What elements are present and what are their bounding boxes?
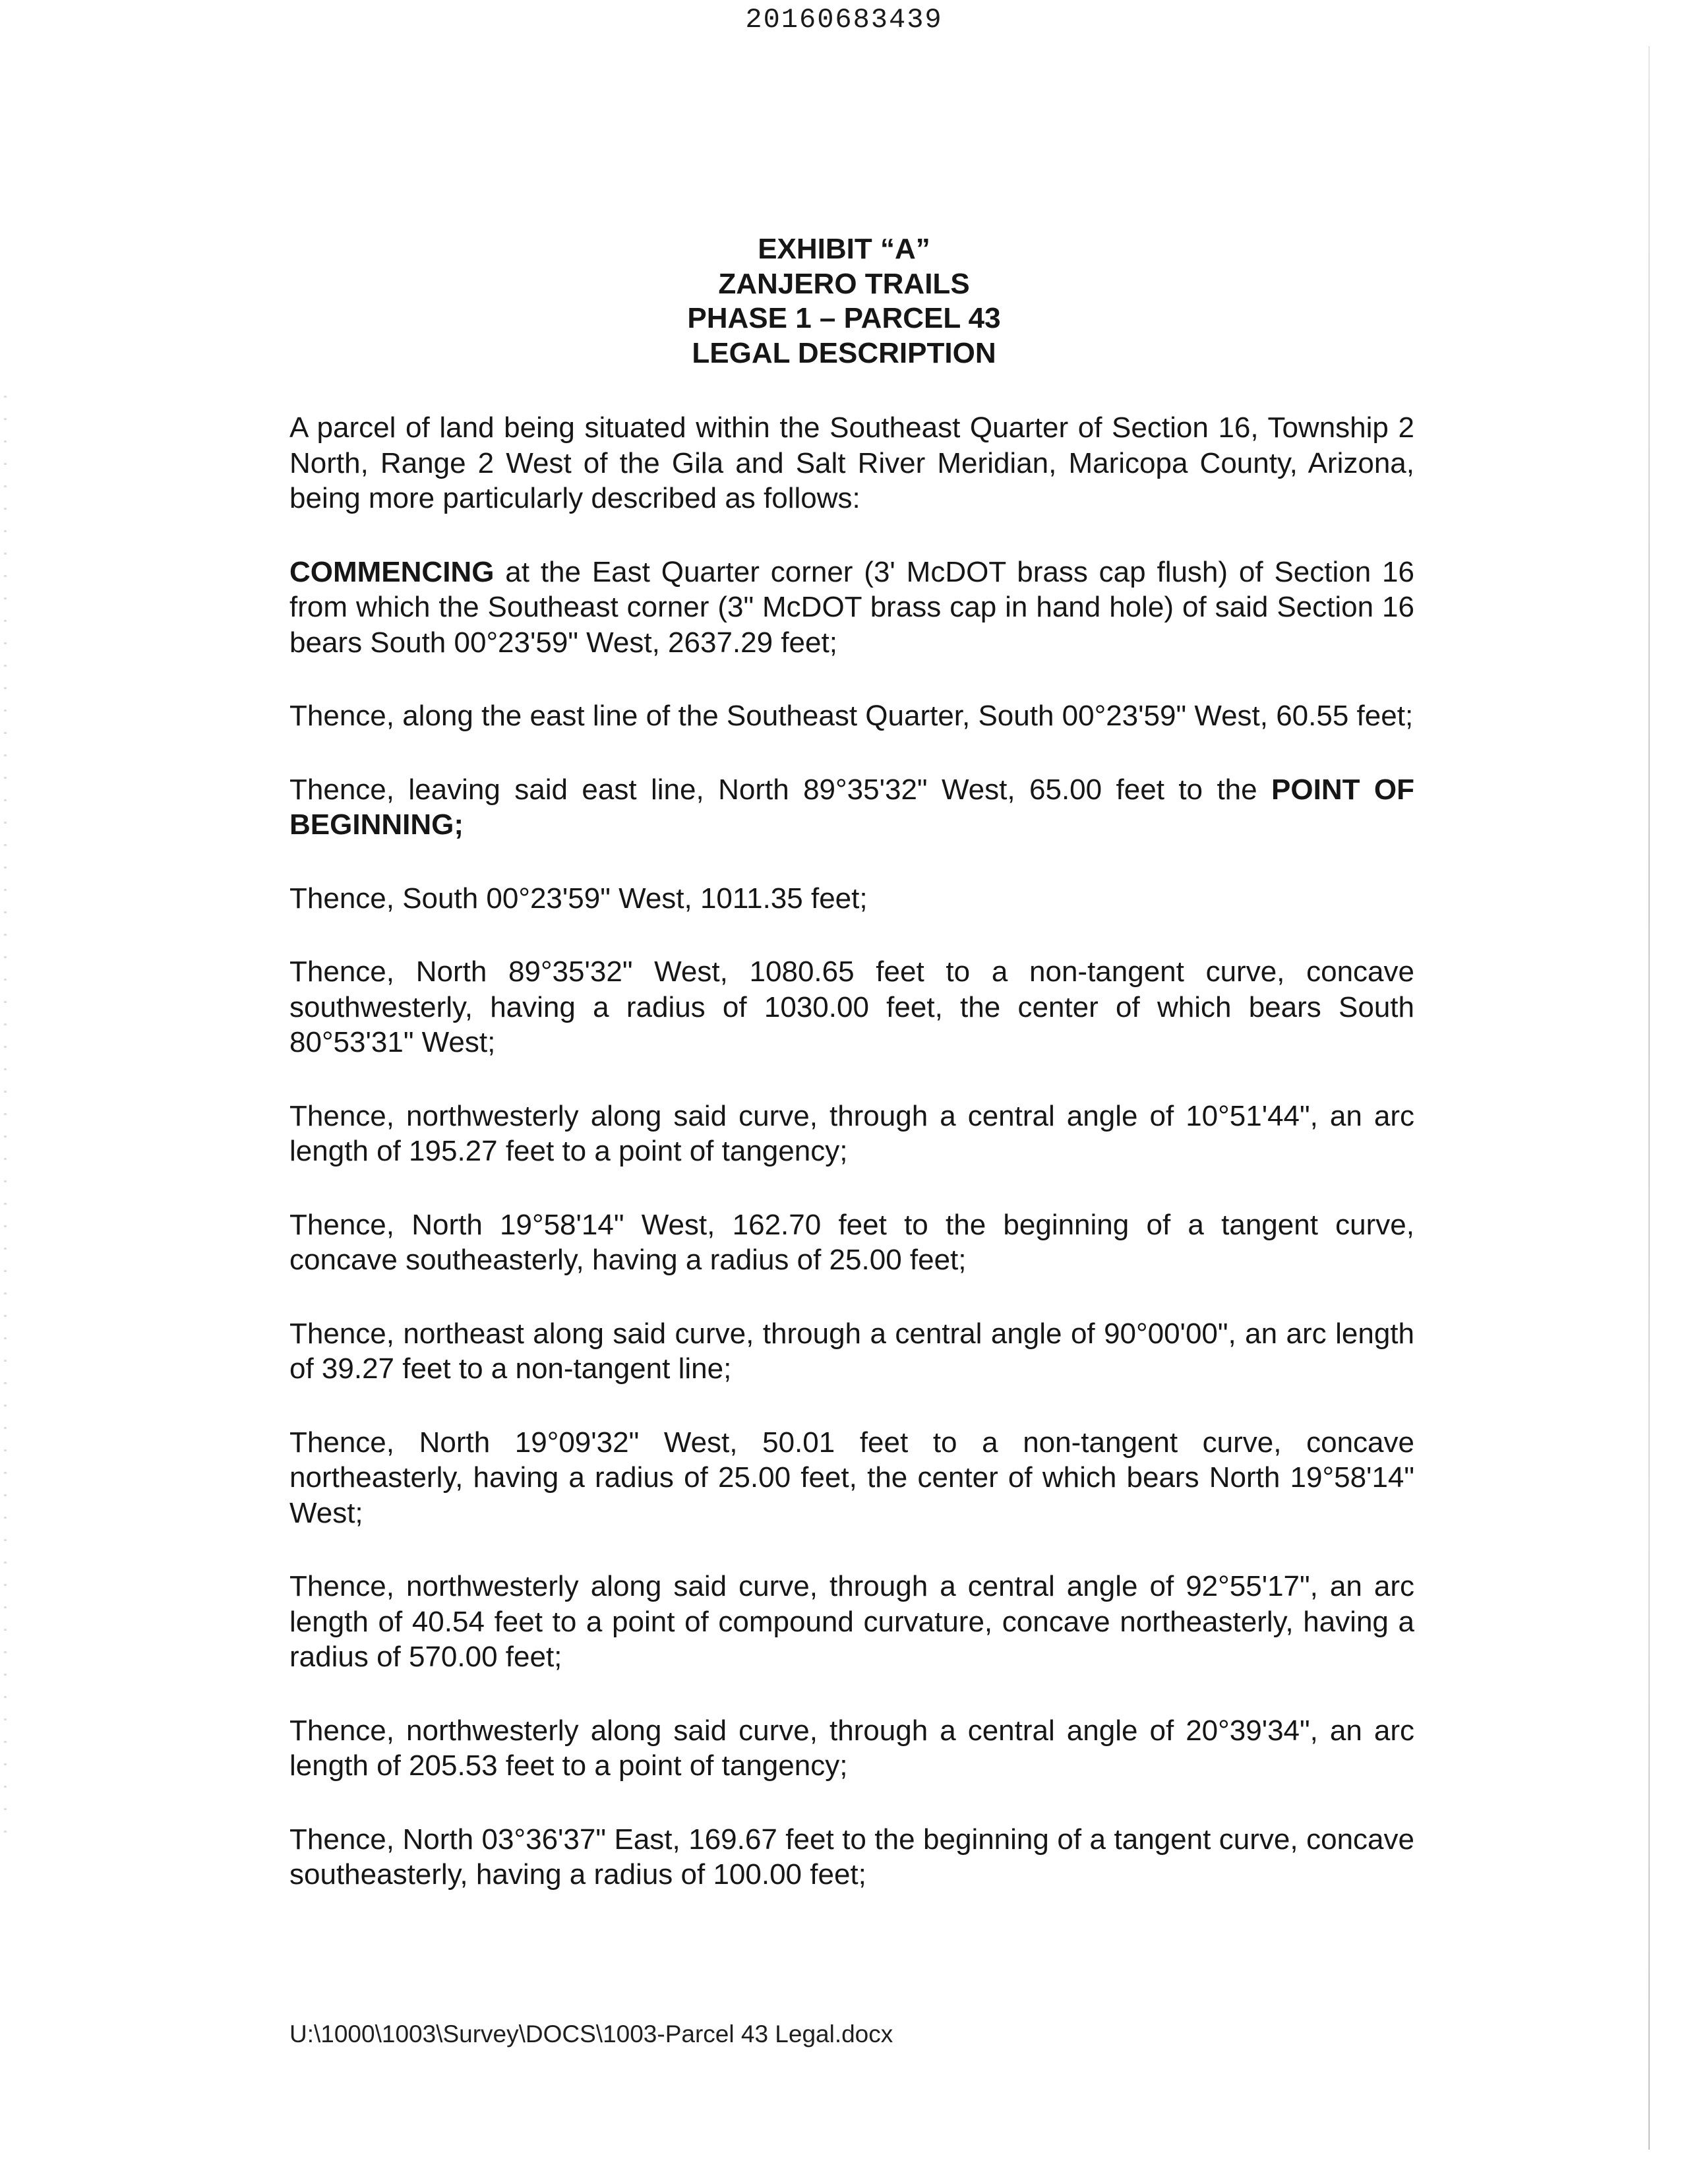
legal-description-body [289,410,1414,1931]
course-paragraph: Thence, northwesterly along said curve, through a central angle of 20°39'34", an arc length of 205.53 feet to a point of tangency; [289,1714,1414,1782]
course-paragraph: Thence, North 89°35'32" West, 1080.65 feet to a non-tangent curve, concave southwesterly, having a radius of 1030.00 feet, the center of which bears South 80°53'31" West; [289,956,1414,1058]
course-paragraph: Thence, North 03°36'37" East, 169.67 feet to the beginning of a tangent curve, concave southeasterly, having a radius of 100.00 feet; [289,1823,1414,1891]
commencing-paragraph [289,555,1414,661]
commencing-label: COMMENCING [289,555,495,588]
commencing-text: at the East Quarter corner (3' McDOT brass cap flush) of Section 16 from which the Southeast corner (3" McDOT brass cap in hand hole) of said Section 16 bears South 00°23'59" West, 2637.29 feet; [289,555,1414,659]
course-paragraph: Thence, North 19°09'32" West, 50.01 feet to a non-tangent curve, concave northeasterly, having a radius of 25.00 feet, the center of which bears North 19°58'14" West; [289,1426,1414,1529]
heading-legal-description: LEGAL DESCRIPTION [692,336,996,369]
point-of-beginning-paragraph [289,772,1414,843]
course-paragraph: Thence, North 19°58'14" West, 162.70 feet to the beginning of a tangent curve, concave southeasterly, having a radius of 25.00 feet; [289,1208,1414,1276]
file-path-footer: U:\1000\1003\Survey\DOCS\1003-Parcel 43 Legal.docx [289,2020,893,2048]
pob-label: POINT OF BEGINNING; [289,773,1414,841]
course-paragraph: Thence, South 00°23'59" West, 1011.35 feet; [289,882,868,915]
intro-paragraph: A parcel of land being situated within the Southeast Quarter of Section 16, Township 2 North, Range 2 West of the Gila and Salt River Meridian, Maricopa County, Arizona, being more particularly described as follows: [289,411,1414,514]
pob-text: Thence, leaving said east line, North 89°35'32" West, 65.00 feet to the [289,773,1272,806]
course-paragraph: Thence, along the east line of the Southeast Quarter, South 00°23'59" West, 60.55 feet; [289,700,1414,732]
recording-number: 20160683439 [745,4,943,36]
exhibit-heading [0,232,1688,371]
course-paragraph: Thence, northeast along said curve, through a central angle of 90°00'00", an arc length of 39.27 feet to a non-tangent line; [289,1317,1414,1385]
course-paragraph: Thence, northwesterly along said curve, through a central angle of 10°51'44", an arc length of 195.27 feet to a point of tangency; [289,1099,1414,1167]
heading-subdivision: ZANJERO TRAILS [718,267,970,300]
course-paragraph: Thence, northwesterly along said curve, through a central angle of 92°55'17", an arc length of 40.54 feet to a point of compound curvature, concave northeasterly, having a radius of 570.00 feet; [289,1570,1414,1673]
heading-phase-parcel: PHASE 1 – PARCEL 43 [687,302,1001,334]
scan-edge-speckles [4,396,7,1846]
heading-exhibit: EXHIBIT “A” [758,233,930,265]
